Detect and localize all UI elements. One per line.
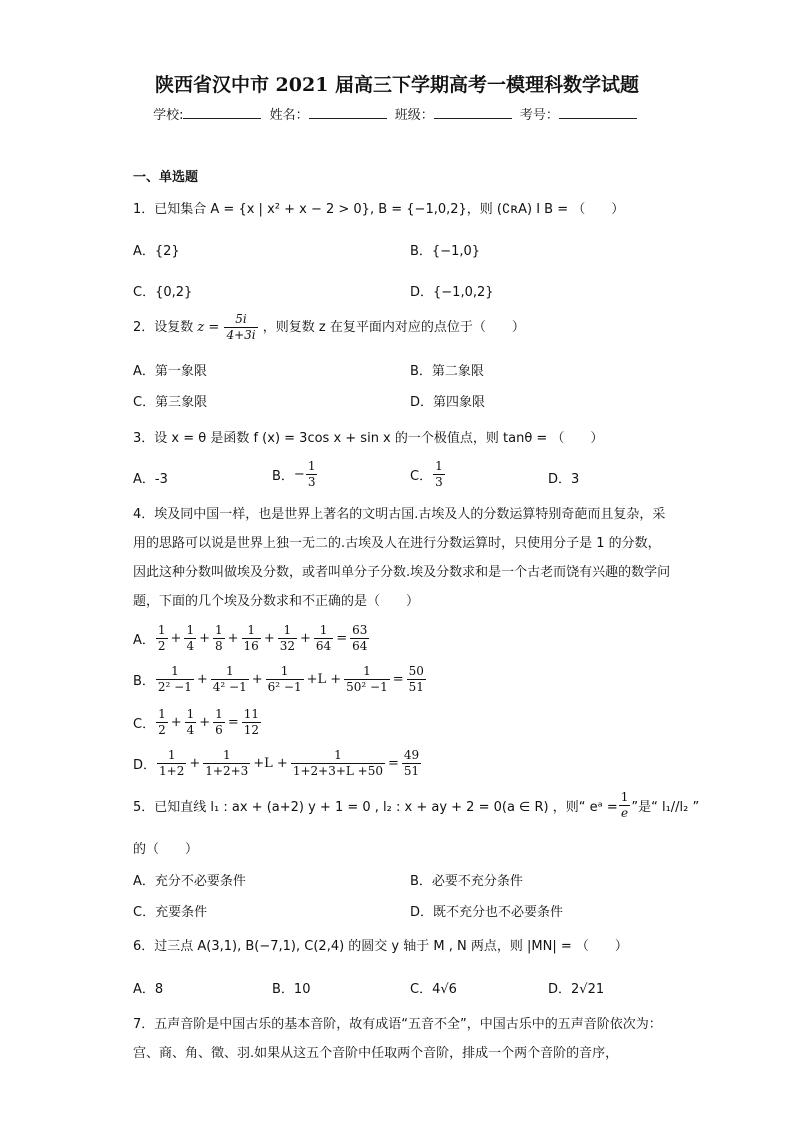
q4-option-d: D． $\frac{1}{1+2}$ + $\frac{1}{1+2+3}$ +L + $\frac{1}{1+2+3+L +50}$ = $\frac{49}{51}$ <box>133 748 420 778</box>
question-5-stem: 5．已知直线 l₁ : ax + (a+2) y + 1 = 0 , l₂ : x + ay + 2 = 0(a ∈ R) ，则“ eᵃ = $\frac{1}{e}$ ”是“ l₁//l₂ ” <box>133 790 700 820</box>
section-heading: 一、单选题 <box>133 170 199 185</box>
class-blank <box>434 106 512 119</box>
q5-option-d: D．既不充分也不必要条件 <box>410 905 564 920</box>
q2-option-b: B．第二象限 <box>410 364 484 379</box>
q6-option-a: A．8 <box>133 982 164 997</box>
q3-option-c: C． $\frac{1}{3}$ <box>410 459 443 489</box>
q1-option-a: A．{2} <box>133 244 180 259</box>
name-blank <box>309 106 387 119</box>
question-1-stem: 1．已知集合 A = {x | x² + x − 2 > 0}, B = {−1,0,2}，则 (∁ʀA) I B = （ ） <box>133 202 625 217</box>
question-2-stem <box>133 312 525 343</box>
fraction-term: $\frac{1}{\text{50² −1}}$ <box>346 664 388 694</box>
fraction-term: $\frac{1}{6}$ <box>215 707 223 737</box>
fraction-term: $\frac{1}{4}$ <box>186 623 195 653</box>
q5-option-c: C．充要条件 <box>133 905 208 920</box>
q3-option-d: D．3 <box>548 472 580 487</box>
q6-option-d: D．2√21 <box>548 982 605 997</box>
q2-suffix: ，则复数 z 在复平面内对应的点位于（ ） <box>262 320 525 335</box>
fraction-term: $\frac{1}{8}$ <box>215 623 223 653</box>
student-info-line <box>0 104 794 123</box>
q2-z: z = <box>197 320 220 335</box>
school-blank <box>183 106 261 119</box>
fraction-term: $\frac{1}{16}$ <box>243 623 259 653</box>
q1-option-b: B．{−1,0} <box>410 244 481 259</box>
q4-option-c: C． $\frac{1}{2}$ + $\frac{1}{4}$ + $\frac{1}{6}$ = $\frac{11}{12}$ <box>133 707 259 737</box>
q6-option-b: B．10 <box>272 982 311 997</box>
question-7-stem: 7．五声音阶是中国古乐的基本音阶，故有成语“五音不全”，中国古乐中的五声音阶依次为：宫、商、角、徵、羽.如果从这五个音阶中任取两个音阶，排成一个两个音阶的音序， <box>133 1017 662 1061</box>
q5-option-a: A．充分不必要条件 <box>133 874 246 889</box>
fraction-result: $\frac{63}{64}$ <box>352 623 368 653</box>
page-title: 陕西省汉中市 2021 届高三下学期高考一模理科数学试题 <box>154 74 640 96</box>
q6-option-c: C．4√6 <box>410 982 457 997</box>
q4-option-a: A． $\frac{1}{2}$ + $\frac{1}{4}$ + $\frac{1}{8}$ + $\frac{1}{16}$ + $\frac{1}{32}$ + $\frac{1}{64}$ = $\frac{63}{64}$ <box>133 623 368 653</box>
q3-option-a: A．-3 <box>133 472 168 487</box>
q2-option-c: C．第三象限 <box>133 395 208 410</box>
q2-option-a: A．第一象限 <box>133 364 207 379</box>
fraction-result: $\frac{49}{51}$ <box>403 748 420 778</box>
q1-option-c: C．{0,2} <box>133 285 193 300</box>
q3-option-b: B．− $\frac{1}{3}$ <box>272 459 316 489</box>
fraction-term: $\frac{1}{\text{2² −1}}$ <box>157 664 192 694</box>
exam-number-label: 考号： <box>519 108 559 123</box>
class-label: 班级： <box>394 108 434 123</box>
fraction-term: $\frac{1}{1+2}$ <box>159 748 185 778</box>
q2-option-d: D．第四象限 <box>410 395 486 410</box>
school-label: 学校: <box>153 108 184 123</box>
question-5-tail: 的（ ） <box>133 842 199 857</box>
fraction-term: $\frac{1}{32}$ <box>279 623 296 653</box>
fraction-term: $\frac{1}{4}$ <box>186 707 195 737</box>
fraction-result: $\frac{11}{12}$ <box>243 707 259 737</box>
q2-fraction: $\frac{5i}{4+3i}$ <box>226 312 256 342</box>
question-4-stem: 4．埃及同中国一样，也是世界上著名的文明古国.古埃及人的分数运算特别奇葩而且复杂，采用的思路可以说是世界上独一无二的.古埃及人在进行分数运算时，只使用分子是 1 的分数，因此这种分数叫做埃及分数，或者叫单分子分数.埃及分数求和是一个古老而饶有兴趣的数学问题，下面的几个埃及分数求和不正确的是（ ） <box>133 507 671 609</box>
question-3-stem: 3．设 x = θ 是函数 f (x) = 3cos x + sin x 的一个极值点，则 tanθ = （ ） <box>133 431 604 446</box>
fraction-term: $\frac{1}{2}$ <box>158 707 166 737</box>
q4-option-b: B． $\frac{1}{\text{2² −1}}$ + $\frac{1}{\text{4² −1}}$ + $\frac{1}{\text{6² −1}}$ +L + $\frac{1}{\text{50² −1}}$ = $\frac{50}{51}$ <box>133 664 424 694</box>
fraction-term: $\frac{1}{1+2+3+L +50}$ <box>292 748 384 778</box>
fraction-term: $\frac{1}{\text{6² −1}}$ <box>267 664 302 694</box>
q2-prefix: 2．设复数 <box>133 320 194 335</box>
exam-number-blank <box>559 106 637 119</box>
q5-option-b: B．必要不充分条件 <box>410 874 523 889</box>
question-6-stem: 6．过三点 A(3,1), B(−7,1), C(2,4) 的圆交 y 轴于 M , N 两点，则 |MN| = （ ） <box>133 939 628 954</box>
fraction-term: $\frac{1}{2}$ <box>157 623 166 653</box>
fraction-term: $\frac{1}{1+2+3}$ <box>205 748 249 778</box>
fraction-term: $\frac{1}{\text{4² −1}}$ <box>212 664 247 694</box>
q1-option-d: D．{−1,0,2} <box>410 285 494 300</box>
name-label: 姓名： <box>269 108 309 123</box>
fraction-result: $\frac{50}{51}$ <box>408 664 424 694</box>
fraction-term: $\frac{1}{64}$ <box>315 623 332 653</box>
